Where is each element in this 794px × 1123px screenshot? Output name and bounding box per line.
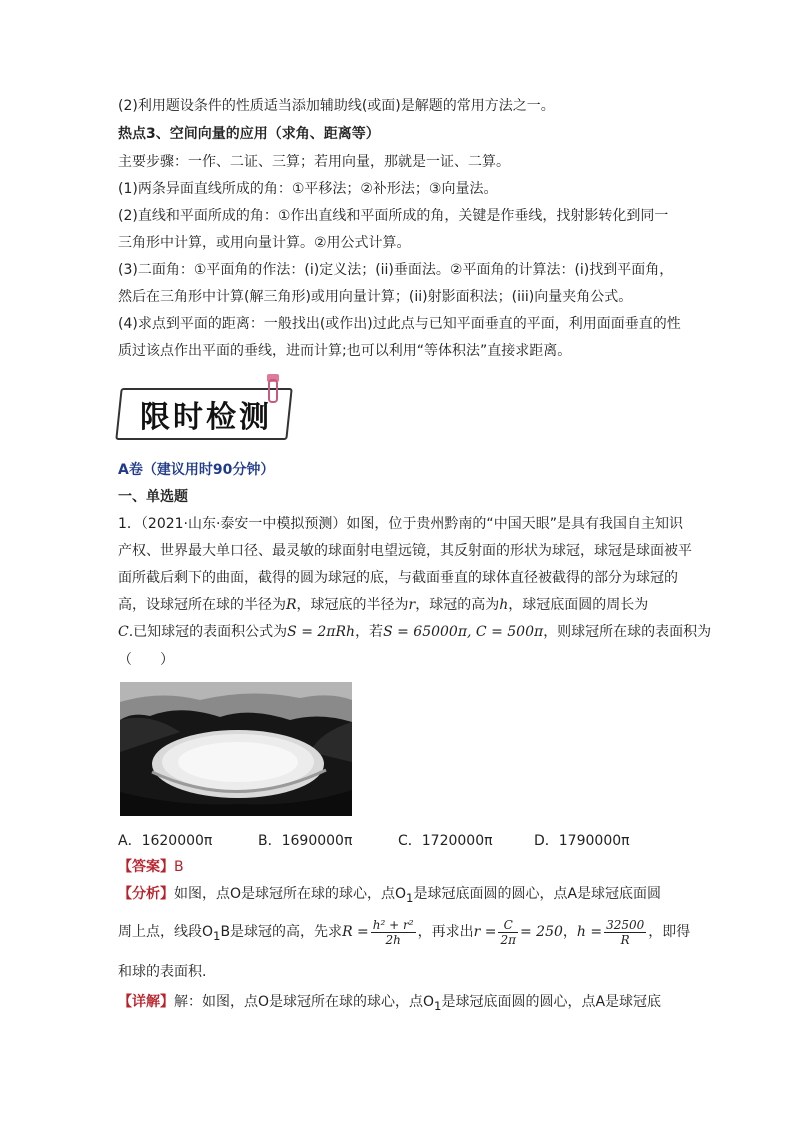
banner-title: 限时检测 <box>140 400 272 435</box>
analysis-line: 周上点，线段$O_1B$是球冠的高，先求R = $\frac{\text{h² + r²}}{2h}$ ，再求出r = $\frac{C}{2\pi}$ = 250，h = $\frac{32500}{R}$ ，即得 <box>118 917 691 947</box>
text-line: (3)二面角：①平面角的作法：(i)定义法；(ii)垂面法。②平面角的计算法：(i)找到平面角， <box>118 262 674 278</box>
fraction: $\frac{\text{h² + r²}}{2h}$ <box>372 917 414 947</box>
telescope-photo <box>120 682 352 816</box>
volume-label: A卷（建议用时90分钟） <box>118 462 275 478</box>
analysis-line: 和球的表面积. <box>118 964 207 980</box>
answer-bracket: （ ） <box>118 652 174 668</box>
question-text: 面所截后剩下的曲面，截得的圆为球冠的底，与截面垂直的球体直径被截得的部分为球冠的 <box>118 570 678 586</box>
question-text: 高，设球冠所在球的半径为R，球冠底的半径为r，球冠的高为h，球冠底面圆的周长为 <box>118 597 649 613</box>
text-line: 三角形中计算，或用向量计算。②用公式计算。 <box>118 235 411 251</box>
paper-clip-icon <box>264 374 282 404</box>
text-line: 然后在三角形中计算(解三角形)或用向量计算；(ii)射影面积法；(iii)向量夹角公式。 <box>118 289 633 305</box>
fraction: $\frac{32500}{R}$ <box>606 917 645 947</box>
option-c[interactable]: C．1720000π <box>398 833 493 849</box>
answer-line: 【答案】B <box>118 859 184 875</box>
text-line: (4)求点到平面的距离：一般找出(或作出)过此点与已知平面垂直的平面，利用面面垂直的性 <box>118 316 681 332</box>
option-b[interactable]: B．1690000π <box>258 833 353 849</box>
text-line: (1)两条异面直线所成的角：①平移法；②补形法；③向量法。 <box>118 181 498 197</box>
analysis-line: 【分析】如图，点O是球冠所在球的球心，点$O_1$是球冠底面圆的圆心，点A是球冠底面圆 <box>118 886 662 905</box>
question-text: 产权、世界最大单口径、最灵敏的球面射电望远镜，其反射面的形状为球冠，球冠是球面被平 <box>118 543 692 559</box>
question-type: 一、单选题 <box>118 489 188 505</box>
detail-line: 【详解】解：如图，点O是球冠所在球的球心，点$O_1$是球冠底面圆的圆心，点A是球冠底 <box>118 994 662 1013</box>
question-text: 1．（2021·山东·泰安一中模拟预测）如图，位于贵州黔南的“中国天眼”是具有我国自主知识 <box>118 516 683 532</box>
option-d[interactable]: D．1790000π <box>534 833 630 849</box>
hotspot-heading: 热点3、空间向量的应用（求角、距离等） <box>118 126 380 142</box>
question-text: C.已知球冠的表面积公式为S = 2πRh，若S = 65000π, C = 500π，则球冠所在球的表面积为 <box>118 624 712 640</box>
text-line: (2)利用题设条件的性质适当添加辅助线(或面)是解题的常用方法之一。 <box>118 98 555 114</box>
text-line: 质过该点作出平面的垂线，进而计算;也可以利用“等体积法”直接求距离。 <box>118 343 572 359</box>
text-line: (2)直线和平面所成的角：①作出直线和平面所成的角，关键是作垂线，找射影转化到同一 <box>118 208 669 224</box>
text-line: 主要步骤：一作、二证、三算；若用向量，那就是一证、二算。 <box>118 154 510 170</box>
option-a[interactable]: A．1620000π <box>118 833 213 849</box>
section-banner <box>118 388 294 442</box>
fraction: $\frac{C}{2\pi}$ <box>500 917 516 947</box>
